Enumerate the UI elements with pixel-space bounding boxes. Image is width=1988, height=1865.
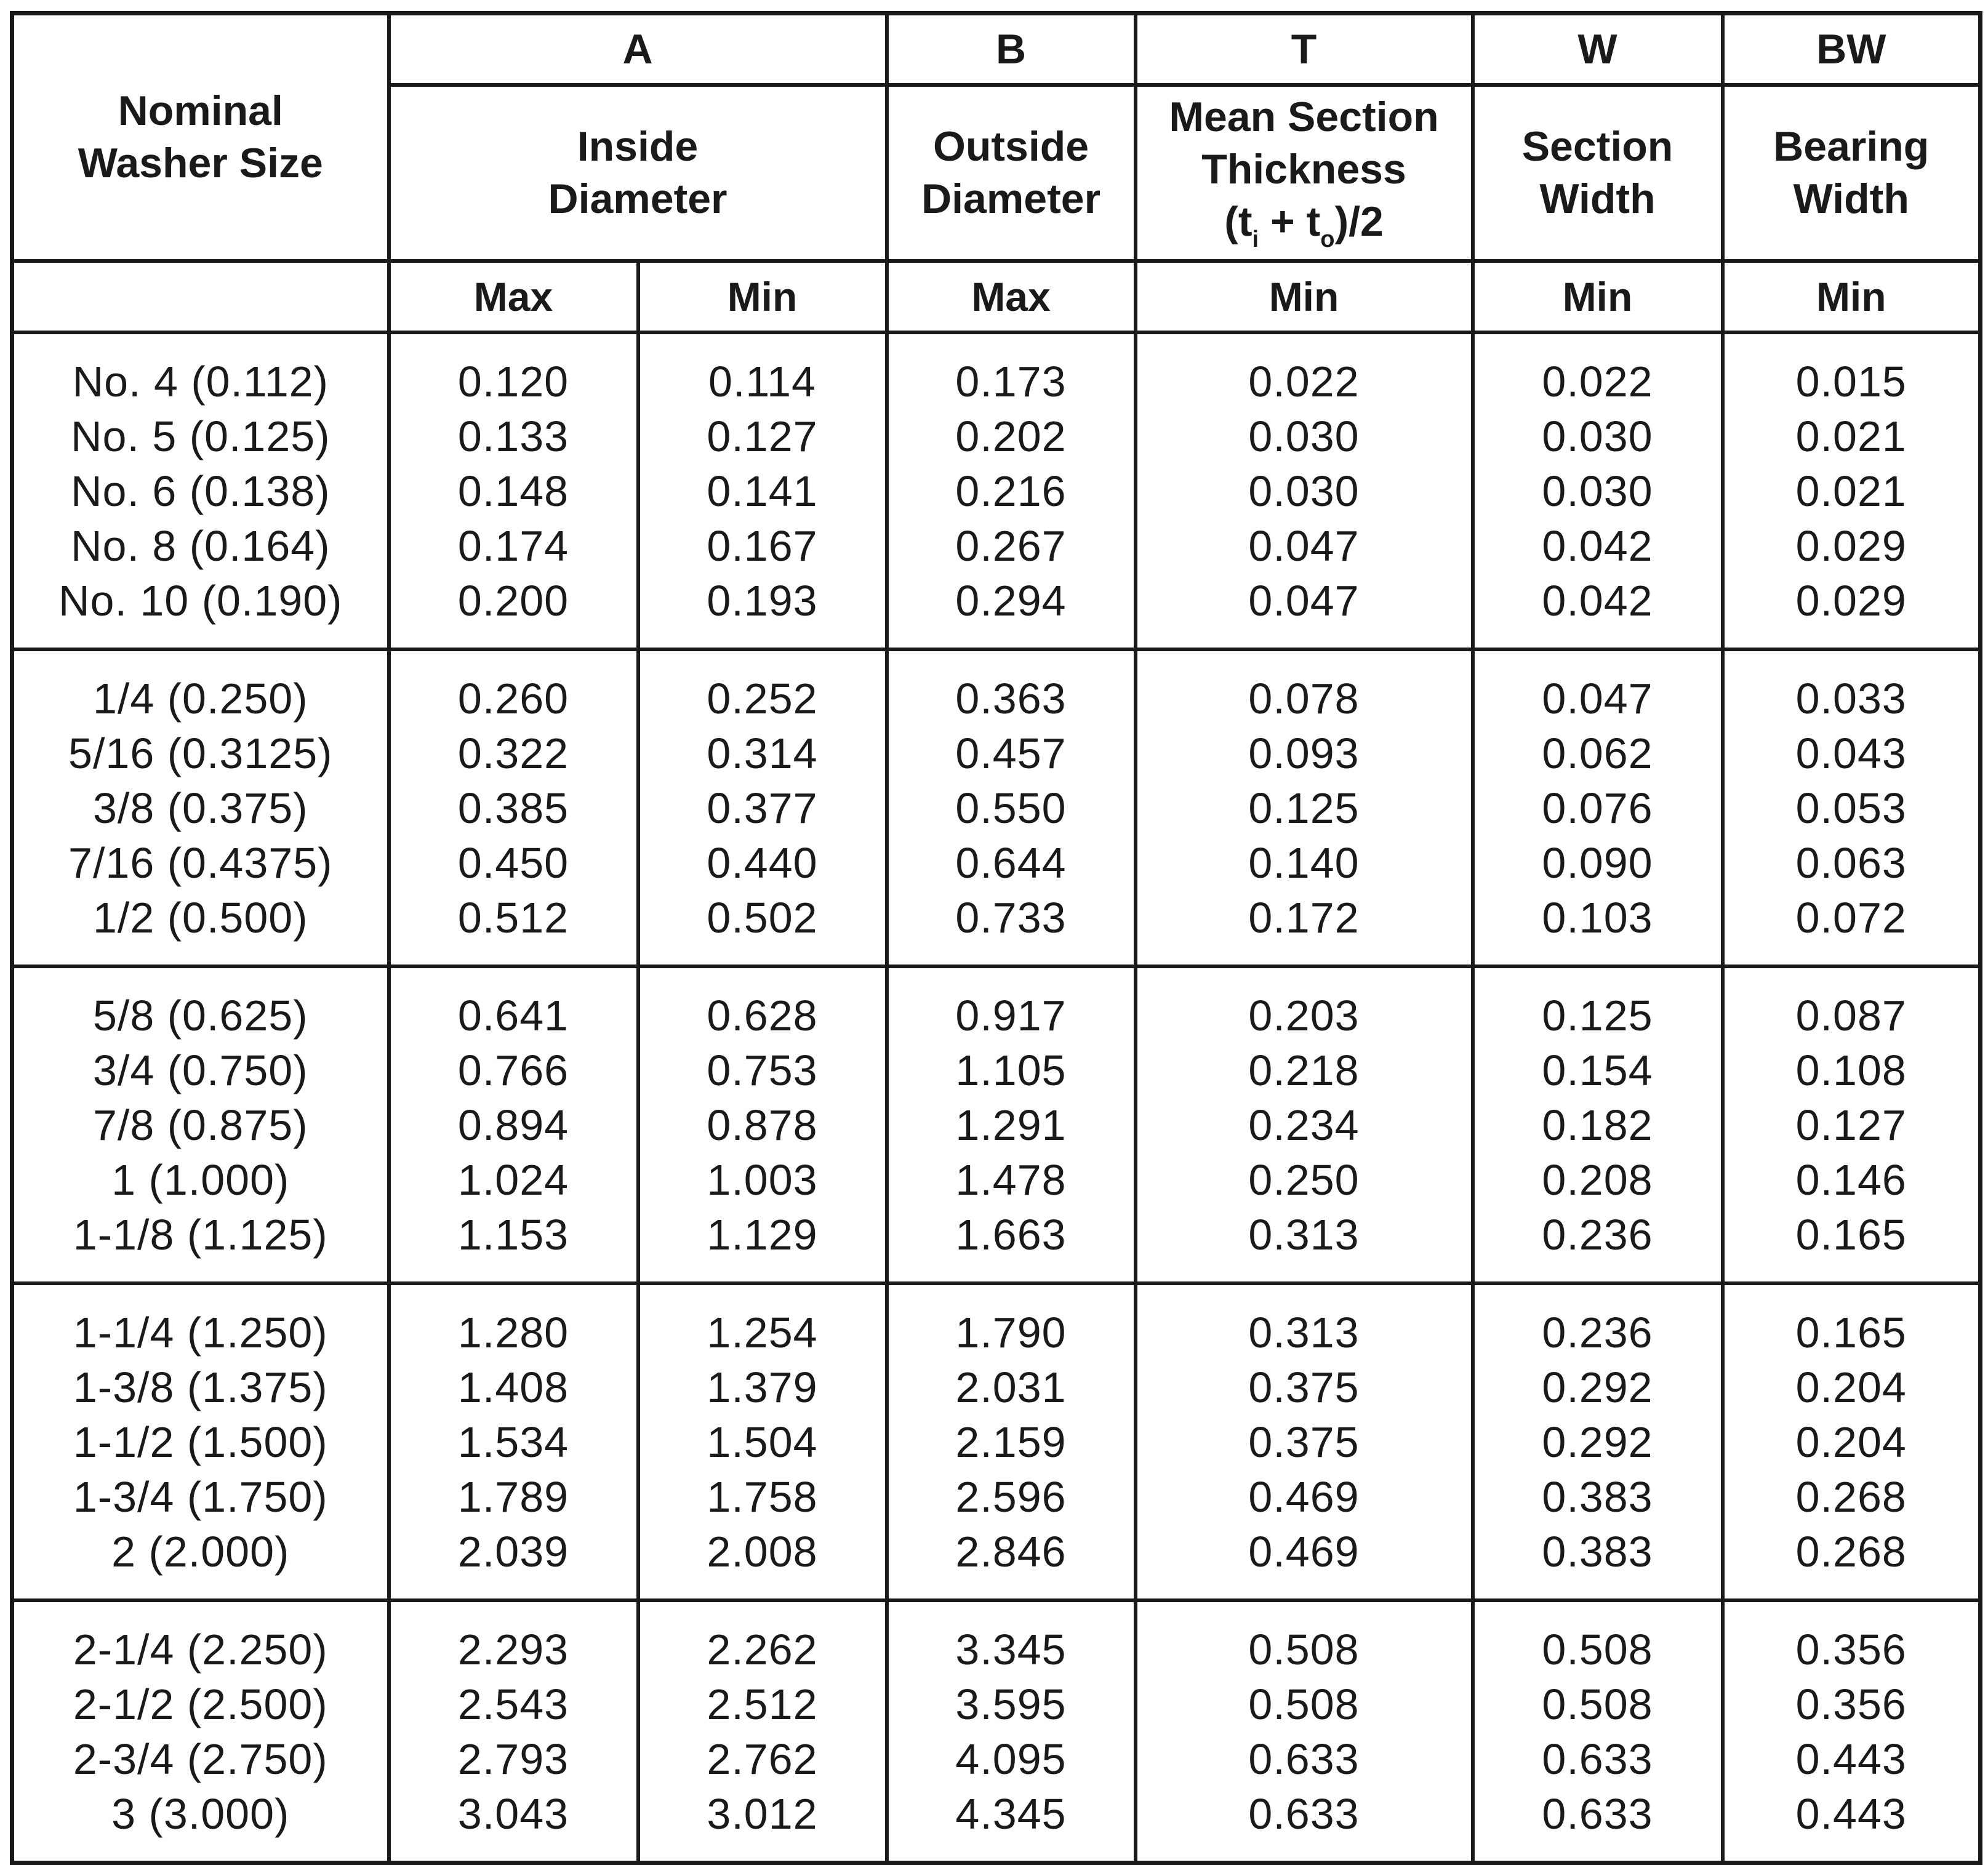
cell-inside-diameter-min: 0.878 (638, 1097, 887, 1152)
cell-bearing-width-min: 0.165 (1723, 1207, 1981, 1283)
table-row (12, 409, 1981, 463)
cell-nominal-size: 7/16 (0.4375) (12, 835, 389, 890)
cell-inside-diameter-max: 1.153 (389, 1207, 638, 1283)
cell-thickness-min: 0.375 (1136, 1414, 1473, 1469)
cell-bearing-width-min: 0.021 (1723, 463, 1981, 518)
cell-inside-diameter-min: 2.262 (638, 1600, 887, 1677)
table-row (12, 1524, 1981, 1600)
table-header (12, 14, 1981, 333)
header-t-line1: Mean Section (1169, 94, 1439, 141)
cell-outside-diameter-max: 2.031 (887, 1360, 1136, 1414)
header-section-width (1473, 85, 1723, 261)
cell-outside-diameter-max: 0.550 (887, 780, 1136, 835)
header-a-line1: Inside (577, 123, 699, 170)
table-row (12, 1677, 1981, 1731)
cell-inside-diameter-min: 1.003 (638, 1152, 887, 1207)
cell-nominal-size: 1 (1.000) (12, 1152, 389, 1207)
cell-inside-diameter-max: 0.385 (389, 780, 638, 835)
table-row (12, 649, 1981, 726)
table-row (12, 1283, 1981, 1360)
header-t-min: Min (1136, 261, 1473, 332)
header-w-line1: Section (1521, 123, 1673, 170)
cell-section-width-min: 0.292 (1473, 1360, 1723, 1414)
cell-inside-diameter-min: 2.762 (638, 1731, 887, 1786)
cell-thickness-min: 0.093 (1136, 726, 1473, 780)
cell-section-width-min: 0.633 (1473, 1786, 1723, 1863)
cell-nominal-size: 2 (2.000) (12, 1524, 389, 1600)
header-b-line2: Diameter (921, 175, 1101, 222)
cell-inside-diameter-min: 0.377 (638, 780, 887, 835)
cell-nominal-size: 2-1/4 (2.250) (12, 1600, 389, 1677)
table-row (12, 780, 1981, 835)
cell-outside-diameter-max: 1.105 (887, 1043, 1136, 1097)
cell-inside-diameter-max: 0.894 (389, 1097, 638, 1152)
cell-section-width-min: 0.125 (1473, 966, 1723, 1043)
cell-thickness-min: 0.508 (1136, 1677, 1473, 1731)
table-row (12, 518, 1981, 573)
cell-inside-diameter-max: 1.280 (389, 1283, 638, 1360)
table-row (12, 1360, 1981, 1414)
cell-bearing-width-min: 0.029 (1723, 573, 1981, 649)
header-letter-t: T (1136, 14, 1473, 86)
cell-section-width-min: 0.103 (1473, 890, 1723, 966)
cell-inside-diameter-max: 0.174 (389, 518, 638, 573)
cell-inside-diameter-max: 2.293 (389, 1600, 638, 1677)
formula-subscript-o: o (1320, 227, 1335, 253)
cell-outside-diameter-max: 2.596 (887, 1469, 1136, 1524)
cell-thickness-min: 0.469 (1136, 1524, 1473, 1600)
cell-inside-diameter-min: 1.254 (638, 1283, 887, 1360)
header-bw-min: Min (1723, 261, 1981, 332)
cell-outside-diameter-max: 2.846 (887, 1524, 1136, 1600)
cell-outside-diameter-max: 0.173 (887, 332, 1136, 409)
cell-thickness-min: 0.203 (1136, 966, 1473, 1043)
table-row (12, 463, 1981, 518)
cell-inside-diameter-min: 1.504 (638, 1414, 887, 1469)
cell-inside-diameter-max: 2.039 (389, 1524, 638, 1600)
header-mean-section-thickness (1136, 85, 1473, 261)
cell-bearing-width-min: 0.268 (1723, 1524, 1981, 1600)
header-t-formula (1137, 196, 1471, 255)
table-row (12, 1097, 1981, 1152)
cell-thickness-min: 0.030 (1136, 409, 1473, 463)
cell-section-width-min: 0.236 (1473, 1283, 1723, 1360)
cell-thickness-min: 0.030 (1136, 463, 1473, 518)
cell-thickness-min: 0.218 (1136, 1043, 1473, 1097)
cell-thickness-min: 0.234 (1136, 1097, 1473, 1152)
header-letter-b: B (887, 14, 1136, 86)
cell-bearing-width-min: 0.108 (1723, 1043, 1981, 1097)
cell-nominal-size: 1-3/8 (1.375) (12, 1360, 389, 1414)
cell-bearing-width-min: 0.072 (1723, 890, 1981, 966)
cell-inside-diameter-min: 0.440 (638, 835, 887, 890)
cell-thickness-min: 0.375 (1136, 1360, 1473, 1414)
cell-outside-diameter-max: 3.595 (887, 1677, 1136, 1731)
cell-outside-diameter-max: 1.663 (887, 1207, 1136, 1283)
cell-bearing-width-min: 0.127 (1723, 1097, 1981, 1152)
cell-outside-diameter-max: 0.216 (887, 463, 1136, 518)
cell-inside-diameter-max: 1.024 (389, 1152, 638, 1207)
cell-bearing-width-min: 0.356 (1723, 1600, 1981, 1677)
cell-inside-diameter-max: 2.543 (389, 1677, 638, 1731)
cell-inside-diameter-min: 0.141 (638, 463, 887, 518)
cell-nominal-size: No. 8 (0.164) (12, 518, 389, 573)
header-letter-bw: BW (1723, 14, 1981, 86)
cell-bearing-width-min: 0.033 (1723, 649, 1981, 726)
cell-inside-diameter-max: 0.766 (389, 1043, 638, 1097)
cell-section-width-min: 0.030 (1473, 409, 1723, 463)
cell-inside-diameter-min: 3.012 (638, 1786, 887, 1863)
cell-bearing-width-min: 0.268 (1723, 1469, 1981, 1524)
cell-nominal-size: 3/4 (0.750) (12, 1043, 389, 1097)
cell-inside-diameter-max: 2.793 (389, 1731, 638, 1786)
cell-inside-diameter-max: 0.641 (389, 966, 638, 1043)
cell-bearing-width-min: 0.053 (1723, 780, 1981, 835)
cell-outside-diameter-max: 0.733 (887, 890, 1136, 966)
header-nominal-washer-size (12, 14, 389, 262)
cell-bearing-width-min: 0.021 (1723, 409, 1981, 463)
cell-section-width-min: 0.383 (1473, 1469, 1723, 1524)
cell-bearing-width-min: 0.443 (1723, 1786, 1981, 1863)
cell-inside-diameter-max: 0.148 (389, 463, 638, 518)
table-row (12, 835, 1981, 890)
formula-subscript-i: i (1252, 227, 1259, 253)
cell-bearing-width-min: 0.356 (1723, 1677, 1981, 1731)
cell-inside-diameter-max: 1.534 (389, 1414, 638, 1469)
cell-thickness-min: 0.633 (1136, 1731, 1473, 1786)
header-w-line2: Width (1539, 175, 1656, 222)
cell-bearing-width-min: 0.087 (1723, 966, 1981, 1043)
header-w-min: Min (1473, 261, 1723, 332)
cell-section-width-min: 0.383 (1473, 1524, 1723, 1600)
table-row (12, 890, 1981, 966)
cell-nominal-size: 2-1/2 (2.500) (12, 1677, 389, 1731)
cell-nominal-size: No. 4 (0.112) (12, 332, 389, 409)
cell-bearing-width-min: 0.146 (1723, 1152, 1981, 1207)
header-limit-blank (12, 261, 389, 332)
cell-bearing-width-min: 0.204 (1723, 1414, 1981, 1469)
header-row-letters (12, 14, 1981, 86)
cell-outside-diameter-max: 0.363 (887, 649, 1136, 726)
washer-dimensions-table (10, 11, 1982, 1865)
table-row (12, 1152, 1981, 1207)
header-row-limits (12, 261, 1981, 332)
header-a-min: Min (638, 261, 887, 332)
cell-section-width-min: 0.292 (1473, 1414, 1723, 1469)
cell-thickness-min: 0.047 (1136, 573, 1473, 649)
cell-outside-diameter-max: 0.202 (887, 409, 1136, 463)
cell-bearing-width-min: 0.165 (1723, 1283, 1981, 1360)
cell-bearing-width-min: 0.443 (1723, 1731, 1981, 1786)
cell-thickness-min: 0.125 (1136, 780, 1473, 835)
formula-plus: + t (1259, 198, 1321, 246)
cell-inside-diameter-min: 0.502 (638, 890, 887, 966)
cell-bearing-width-min: 0.029 (1723, 518, 1981, 573)
cell-nominal-size: 1-1/4 (1.250) (12, 1283, 389, 1360)
cell-nominal-size: 1/2 (0.500) (12, 890, 389, 966)
header-nominal-line2: Washer Size (78, 140, 323, 186)
cell-outside-diameter-max: 4.345 (887, 1786, 1136, 1863)
header-inside-diameter (389, 85, 887, 261)
cell-inside-diameter-max: 0.133 (389, 409, 638, 463)
formula-open: (t (1224, 198, 1253, 246)
cell-inside-diameter-max: 1.408 (389, 1360, 638, 1414)
cell-thickness-min: 0.508 (1136, 1600, 1473, 1677)
cell-nominal-size: 1-1/2 (1.500) (12, 1414, 389, 1469)
cell-section-width-min: 0.508 (1473, 1600, 1723, 1677)
cell-inside-diameter-min: 2.512 (638, 1677, 887, 1731)
table-row (12, 1731, 1981, 1786)
table-row (12, 332, 1981, 409)
cell-outside-diameter-max: 1.478 (887, 1152, 1136, 1207)
cell-section-width-min: 0.508 (1473, 1677, 1723, 1731)
cell-outside-diameter-max: 3.345 (887, 1600, 1136, 1677)
cell-thickness-min: 0.313 (1136, 1207, 1473, 1283)
table-row (12, 966, 1981, 1043)
cell-bearing-width-min: 0.063 (1723, 835, 1981, 890)
cell-section-width-min: 0.182 (1473, 1097, 1723, 1152)
cell-thickness-min: 0.313 (1136, 1283, 1473, 1360)
cell-inside-diameter-min: 2.008 (638, 1524, 887, 1600)
cell-inside-diameter-min: 0.628 (638, 966, 887, 1043)
table-body (12, 332, 1981, 1863)
cell-inside-diameter-min: 1.129 (638, 1207, 887, 1283)
cell-outside-diameter-max: 2.159 (887, 1414, 1136, 1469)
cell-section-width-min: 0.062 (1473, 726, 1723, 780)
cell-inside-diameter-max: 0.322 (389, 726, 638, 780)
cell-thickness-min: 0.250 (1136, 1152, 1473, 1207)
cell-nominal-size: 1-1/8 (1.125) (12, 1207, 389, 1283)
cell-thickness-min: 0.022 (1136, 332, 1473, 409)
header-a-max: Max (389, 261, 638, 332)
table-row (12, 726, 1981, 780)
cell-nominal-size: 2-3/4 (2.750) (12, 1731, 389, 1786)
cell-section-width-min: 0.208 (1473, 1152, 1723, 1207)
table-row (12, 1414, 1981, 1469)
header-letter-w: W (1473, 14, 1723, 86)
cell-section-width-min: 0.042 (1473, 518, 1723, 573)
cell-inside-diameter-min: 0.114 (638, 332, 887, 409)
cell-section-width-min: 0.076 (1473, 780, 1723, 835)
cell-inside-diameter-max: 0.512 (389, 890, 638, 966)
header-a-line2: Diameter (548, 175, 727, 222)
table-row (12, 573, 1981, 649)
cell-section-width-min: 0.236 (1473, 1207, 1723, 1283)
cell-inside-diameter-min: 0.252 (638, 649, 887, 726)
header-bw-line1: Bearing (1773, 123, 1930, 170)
cell-nominal-size: No. 10 (0.190) (12, 573, 389, 649)
cell-nominal-size: 5/8 (0.625) (12, 966, 389, 1043)
header-nominal-line1: Nominal (118, 87, 283, 134)
cell-thickness-min: 0.140 (1136, 835, 1473, 890)
table-row (12, 1600, 1981, 1677)
cell-thickness-min: 0.172 (1136, 890, 1473, 966)
cell-inside-diameter-max: 1.789 (389, 1469, 638, 1524)
cell-inside-diameter-min: 0.127 (638, 409, 887, 463)
cell-outside-diameter-max: 1.790 (887, 1283, 1136, 1360)
table-row (12, 1207, 1981, 1283)
cell-section-width-min: 0.090 (1473, 835, 1723, 890)
cell-inside-diameter-min: 1.379 (638, 1360, 887, 1414)
cell-nominal-size: 1-3/4 (1.750) (12, 1469, 389, 1524)
cell-outside-diameter-max: 0.267 (887, 518, 1136, 573)
cell-outside-diameter-max: 0.294 (887, 573, 1136, 649)
cell-nominal-size: 7/8 (0.875) (12, 1097, 389, 1152)
cell-thickness-min: 0.078 (1136, 649, 1473, 726)
cell-nominal-size: 3/8 (0.375) (12, 780, 389, 835)
cell-inside-diameter-max: 0.200 (389, 573, 638, 649)
cell-section-width-min: 0.030 (1473, 463, 1723, 518)
cell-bearing-width-min: 0.015 (1723, 332, 1981, 409)
cell-inside-diameter-max: 3.043 (389, 1786, 638, 1863)
table-row (12, 1043, 1981, 1097)
cell-thickness-min: 0.047 (1136, 518, 1473, 573)
table-row (12, 1469, 1981, 1524)
header-outside-diameter (887, 85, 1136, 261)
cell-section-width-min: 0.154 (1473, 1043, 1723, 1097)
cell-outside-diameter-max: 0.917 (887, 966, 1136, 1043)
cell-inside-diameter-min: 0.193 (638, 573, 887, 649)
header-t-line2: Thickness (1201, 146, 1406, 193)
header-bw-line2: Width (1793, 175, 1909, 222)
formula-close: )/2 (1334, 198, 1384, 246)
cell-outside-diameter-max: 0.644 (887, 835, 1136, 890)
cell-nominal-size: 1/4 (0.250) (12, 649, 389, 726)
cell-thickness-min: 0.633 (1136, 1786, 1473, 1863)
cell-nominal-size: No. 5 (0.125) (12, 409, 389, 463)
cell-inside-diameter-min: 0.314 (638, 726, 887, 780)
cell-outside-diameter-max: 4.095 (887, 1731, 1136, 1786)
header-letter-a: A (389, 14, 887, 86)
cell-bearing-width-min: 0.204 (1723, 1360, 1981, 1414)
cell-thickness-min: 0.469 (1136, 1469, 1473, 1524)
cell-outside-diameter-max: 0.457 (887, 726, 1136, 780)
cell-nominal-size: 5/16 (0.3125) (12, 726, 389, 780)
header-b-max: Max (887, 261, 1136, 332)
cell-section-width-min: 0.022 (1473, 332, 1723, 409)
cell-outside-diameter-max: 1.291 (887, 1097, 1136, 1152)
cell-inside-diameter-min: 0.753 (638, 1043, 887, 1097)
cell-section-width-min: 0.042 (1473, 573, 1723, 649)
cell-section-width-min: 0.047 (1473, 649, 1723, 726)
cell-nominal-size: No. 6 (0.138) (12, 463, 389, 518)
cell-section-width-min: 0.633 (1473, 1731, 1723, 1786)
header-bearing-width (1723, 85, 1981, 261)
cell-inside-diameter-max: 0.450 (389, 835, 638, 890)
table-row (12, 1786, 1981, 1863)
cell-inside-diameter-min: 0.167 (638, 518, 887, 573)
cell-inside-diameter-min: 1.758 (638, 1469, 887, 1524)
header-b-line1: Outside (932, 123, 1089, 170)
cell-inside-diameter-max: 0.260 (389, 649, 638, 726)
cell-nominal-size: 3 (3.000) (12, 1786, 389, 1863)
cell-bearing-width-min: 0.043 (1723, 726, 1981, 780)
cell-inside-diameter-max: 0.120 (389, 332, 638, 409)
